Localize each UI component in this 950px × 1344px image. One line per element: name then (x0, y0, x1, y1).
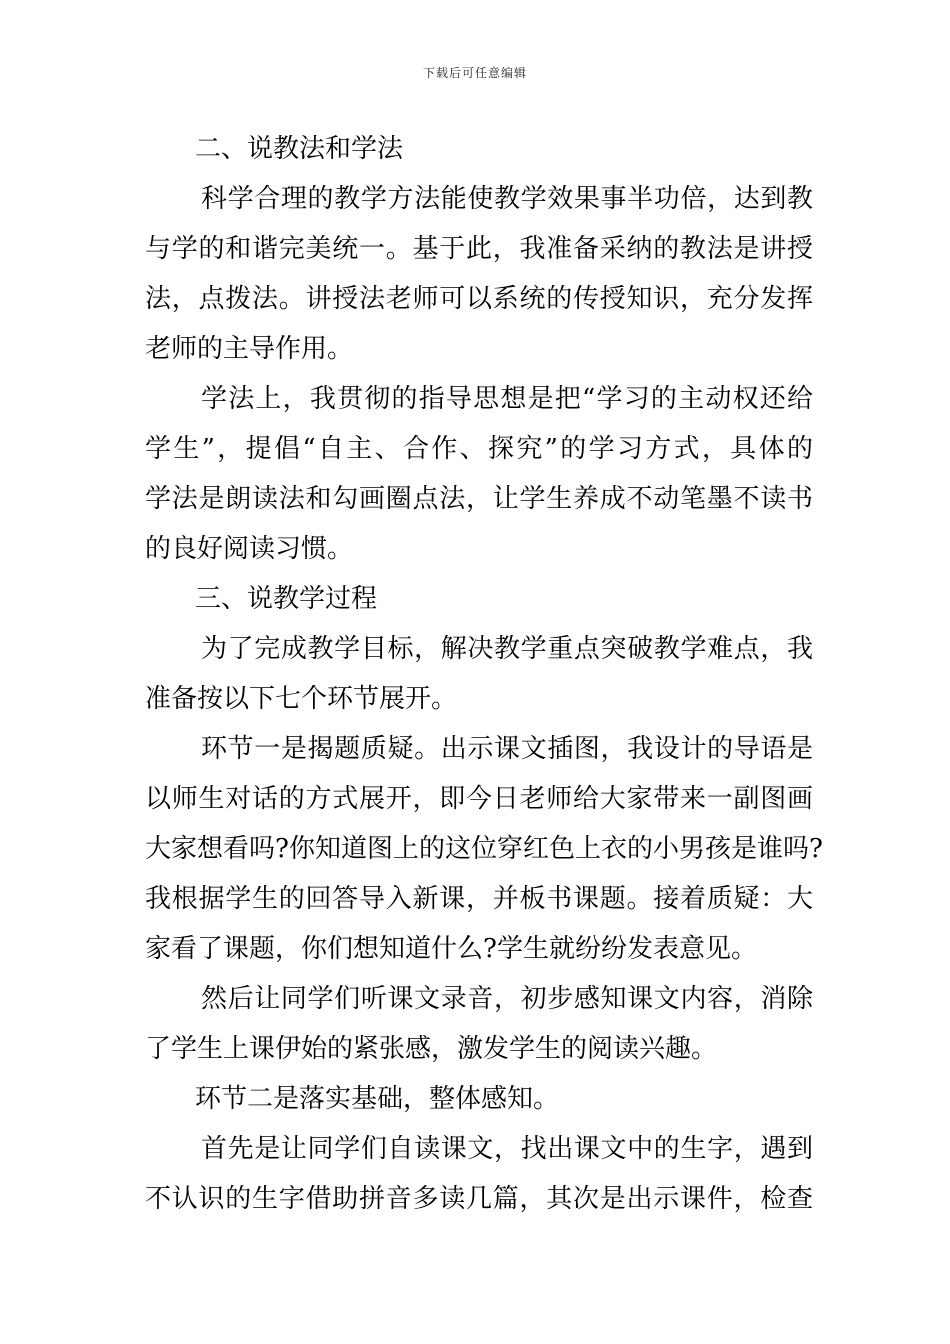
paragraph-line: 我根据学生的回答导入新课，并板书课题。接着质疑：大 (145, 884, 813, 914)
paragraph-line: 为了完成教学目标，解决教学重点突破教学难点，我 (201, 634, 813, 664)
paragraph-line: 家看了课题，你们想知道什么?学生就纷纷发表意见。 (145, 934, 757, 964)
paragraph-line: 准备按以下七个环节展开。 (145, 684, 458, 714)
page-header-watermark: 下载后可任意编辑 (422, 66, 527, 80)
section-heading-teaching-methods: 二、说教法和学法 (195, 134, 404, 164)
paragraph-line: 学法上，我贯彻的指导思想是把“学习的主动权还给 (201, 384, 813, 414)
paragraph-line: 学法是朗读法和勾画圈点法，让学生养成不动笔墨不读书 (145, 484, 813, 514)
paragraph-line: 科学合理的教学方法能使教学效果事半功倍，达到教 (201, 184, 813, 214)
paragraph-line: 学生”，提倡“自主、合作、探究”的学习方式，具体的 (145, 434, 813, 464)
document-body (145, 124, 823, 1224)
paragraph-line: 法，点拨法。讲授法老师可以系统的传授知识，充分发挥 (145, 284, 813, 314)
paragraph-line: 以师生对话的方式展开，即今日老师给大家带来一副图画 (145, 784, 813, 814)
paragraph-line: 环节一是揭题质疑。出示课文插图，我设计的导语是 (201, 734, 813, 764)
paragraph-line: 老师的主导作用。 (145, 334, 354, 364)
paragraph-line: 然后让同学们听课文录音，初步感知课文内容，消除 (201, 984, 813, 1014)
paragraph-line: 不认识的生字借助拼音多读几篇，其次是出示课件，检查 (145, 1184, 813, 1214)
paragraph-line: 的良好阅读习惯。 (145, 534, 354, 564)
paragraph-line-stage-two: 环节二是落实基础，整体感知。 (195, 1084, 560, 1114)
paragraph-line: 大家想看吗?你知道图上的这位穿红色上衣的小男孩是谁吗? (145, 834, 823, 864)
paragraph-line: 与学的和谐完美统一。基于此，我准备采纳的教法是讲授 (145, 234, 813, 264)
paragraph-line: 首先是让同学们自读课文，找出课文中的生字，遇到 (201, 1134, 813, 1164)
paragraph-line: 了学生上课伊始的紧张感，激发学生的阅读兴趣。 (145, 1034, 718, 1064)
section-heading-teaching-process: 三、说教学过程 (195, 584, 378, 614)
